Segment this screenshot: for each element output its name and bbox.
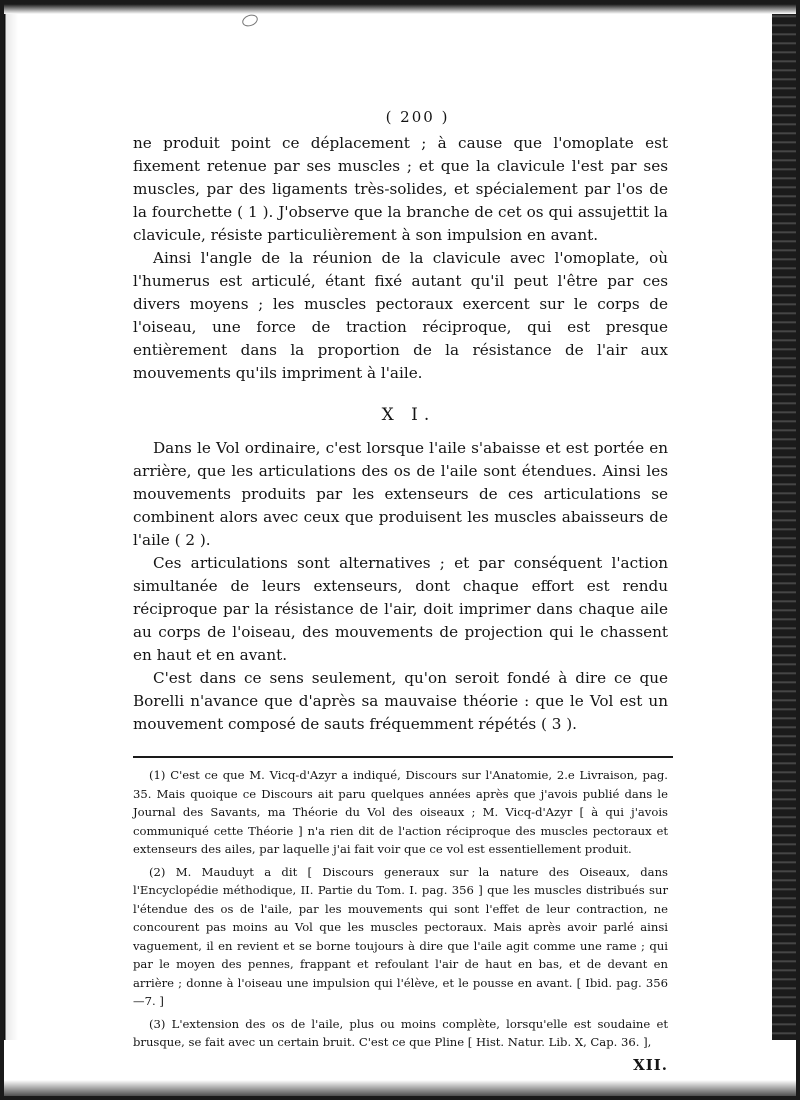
footnote-divider (133, 756, 673, 758)
body-text (133, 132, 668, 736)
scan-right-edge (768, 0, 800, 1100)
footnote-2: (2) M. Mauduyt a dit [ Discours generaux sur la nature des Oiseaux, dans l'Encyclopédie méthodique, II. Partie du Tom. I. pag. 356 ] que les muscles distribués sur l'étendue des os de l'aile, par les mouvements qui sont l'effet de leur contraction, ne concourent pas moins au Vol que les muscles pectoraux. Mais après avoir parlé ainsi vaguement, il en revient et se borne toujours à dire que l'aile agit comme une rame ; qui par le moyen des pennes, frappant et refoulant l'air de haut en bas, et de devant en arrière ; donne à l'oiseau une impulsion qui l'élève, et le pousse en avant. [ Ibid. pag. 356—7. ] (133, 864, 668, 1008)
paragraph: C'est dans ce sens seulement, qu'on seroit fondé à dire ce que Borelli n'avance que d'après sa mauvaise théorie : que le Vol est un mouvement composé de sauts fréquemment répétés ( 3 ). (133, 669, 668, 733)
paragraph: Ces articulations sont alternatives ; et par conséquent l'action simultanée de leurs extenseurs, dont chaque effort est rendu réciproque par la résistance de l'air, doit imprimer dans chaque aile au corps de l'oiseau, des mouvements de projection qui le chassent en haut et en avant. (133, 554, 668, 664)
document-page (133, 108, 668, 1074)
scan-top-edge (0, 0, 800, 14)
section-heading: X I. (381, 405, 436, 425)
scan-left-edge (0, 0, 18, 1100)
paragraph-continued: ne produit point ce déplacement ; à cause que l'omoplate est fixement retenue par ses muscles ; et que la clavicule l'est par ses muscles, par des ligaments très-solides, et spécialement par l'os de la fourchette ( 1 ). J'observe que la branche de cet os qui assujettit la clavicule, résiste particulièrement à son impulsion en avant. (133, 134, 668, 244)
footnote-3: (3) L'extension des os de l'aile, plus ou moins complète, lorsqu'elle est soudaine et brusque, se fait avec un certain bruit. C'est ce que Pline [ Hist. Natur. Lib. X, Cap. 36. ], (133, 1016, 668, 1049)
paragraph: Ainsi l'angle de la réunion de la clavicule avec l'omoplate, où l'humerus est articulé, étant fixé autant qu'il peut l'être par ces divers moyens ; les muscles pectoraux exercent sur le corps de l'oiseau, une force de traction réciproque, qui est presque entièrement dans la proportion de la résistance de l'air aux mouvements qu'ils impriment à l'aile. (133, 249, 668, 382)
paragraph: Dans le Vol ordinaire, c'est lorsque l'aile s'abaisse et est portée en arrière, que les articulations des os de l'aile sont étendues. Ainsi les mouvements produits par les extenseurs de ces articulations se combinent alors avec ceux que produisent les muscles abaisseurs de l'aile ( 2 ). (133, 439, 668, 549)
footnotes (133, 766, 668, 1052)
ink-smudge-mark (241, 13, 260, 29)
footnote-1: (1) C'est ce que M. Vicq-d'Azyr a indiqué, Discours sur l'Anatomie, 2.e Livraison, pag. 35. Mais quoique ce Discours ait paru quelques années après que j'avois publié dans le Journal des Savants, ma Théorie du Vol des oiseaux ; M. Vicq-d'Azyr [ à qui j'avois communiqué cette Théorie ] n'a rien dit de l'action réciproque des muscles pectoraux et extenseurs des ailes, par laquelle j'ai fait voir que ce vol est essentiellement produit. (133, 768, 668, 856)
catchword: XII. (633, 1055, 668, 1074)
page-number: ( 200 ) (385, 108, 450, 126)
